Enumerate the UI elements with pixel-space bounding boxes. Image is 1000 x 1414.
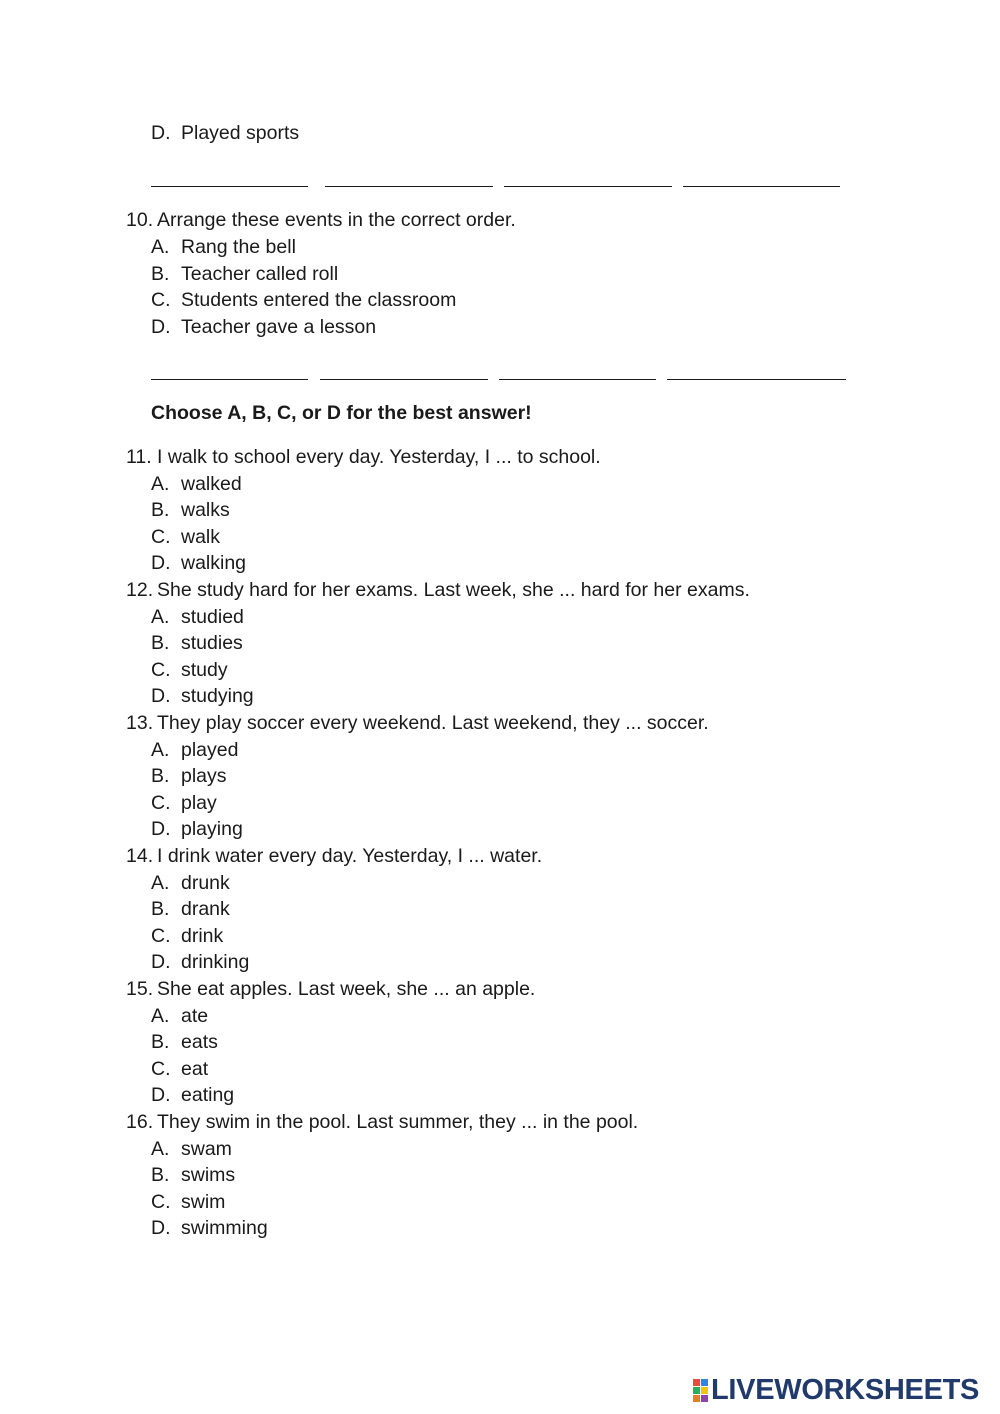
logo-mark-square xyxy=(701,1379,708,1386)
option-letter: A. xyxy=(151,739,170,761)
option-text: walk xyxy=(181,526,221,548)
answer-option[interactable] xyxy=(151,501,230,521)
question-text: I walk to school every day. Yesterday, I ... to school. xyxy=(157,446,601,468)
question-text: I drink water every day. Yesterday, I ... water. xyxy=(157,845,543,867)
option-text: Students entered the classroom xyxy=(181,289,457,311)
answer-option[interactable] xyxy=(151,927,223,947)
answer-option[interactable] xyxy=(151,1140,232,1160)
answer-option[interactable] xyxy=(151,1060,208,1080)
option-text: walks xyxy=(181,499,230,521)
answer-option[interactable] xyxy=(151,608,244,628)
logo-mark-square xyxy=(693,1395,700,1402)
option-letter: C. xyxy=(151,526,171,548)
option-letter: D. xyxy=(151,951,171,973)
question-text: They play soccer every weekend. Last weekend, they ... soccer. xyxy=(157,712,709,734)
q10-option-d xyxy=(151,318,376,338)
answer-blank[interactable] xyxy=(499,379,656,380)
answer-option[interactable] xyxy=(151,634,243,654)
option-letter: C. xyxy=(151,1058,171,1080)
option-text: eat xyxy=(181,1058,209,1080)
option-letter: A. xyxy=(151,872,170,894)
option-letter: C. xyxy=(151,1191,171,1213)
option-text: playing xyxy=(181,818,243,840)
option-text: swim xyxy=(181,1191,226,1213)
option-letter: C. xyxy=(151,792,171,814)
answer-option[interactable] xyxy=(151,953,249,973)
option-text: study xyxy=(181,659,228,681)
option-text: walking xyxy=(181,552,247,574)
option-text: drunk xyxy=(181,872,230,894)
option-letter: D. xyxy=(151,685,171,707)
option-letter: B. xyxy=(151,263,170,285)
option-letter: D. xyxy=(151,552,171,574)
answer-option[interactable] xyxy=(151,767,227,787)
answer-option[interactable] xyxy=(151,1033,218,1053)
option-text: Rang the bell xyxy=(181,236,296,258)
option-text: swims xyxy=(181,1164,236,1186)
option-text: walked xyxy=(181,473,242,495)
answer-option[interactable] xyxy=(151,475,242,495)
question-number: 15. xyxy=(126,978,154,1000)
option-letter: C. xyxy=(151,925,171,947)
question-text: They swim in the pool. Last summer, they ... in the pool. xyxy=(157,1111,639,1133)
option-text: played xyxy=(181,739,239,761)
option-text: studying xyxy=(181,685,254,707)
option-text: Teacher called roll xyxy=(181,263,339,285)
option-text: swimming xyxy=(181,1217,268,1239)
answer-option[interactable] xyxy=(151,820,243,840)
answer-blank[interactable] xyxy=(504,186,672,187)
answer-option[interactable] xyxy=(151,661,228,681)
question-text: She study hard for her exams. Last week, she ... hard for her exams. xyxy=(157,579,750,601)
answer-blank[interactable] xyxy=(151,379,308,380)
option-text: play xyxy=(181,792,217,814)
liveworksheets-logo-icon xyxy=(693,1379,708,1402)
question-text: Arrange these events in the correct order. xyxy=(157,209,516,231)
option-letter: B. xyxy=(151,632,170,654)
option-text: plays xyxy=(181,765,227,787)
option-letter: B. xyxy=(151,499,170,521)
logo-mark-square xyxy=(701,1395,708,1402)
answer-option[interactable] xyxy=(151,1219,268,1239)
option-text: Teacher gave a lesson xyxy=(181,316,377,338)
q10-option-b xyxy=(151,265,338,285)
option-letter: C. xyxy=(151,289,171,311)
option-letter: A. xyxy=(151,1138,170,1160)
option-text: ate xyxy=(181,1005,209,1027)
question-text: She eat apples. Last week, she ... an apple. xyxy=(157,978,536,1000)
answer-option[interactable] xyxy=(151,687,254,707)
logo-mark-square xyxy=(693,1387,700,1394)
option-text: studied xyxy=(181,606,244,628)
option-letter: A. xyxy=(151,236,170,258)
answer-option[interactable] xyxy=(151,741,238,761)
section-heading: Choose A, B, C, or D for the best answer! xyxy=(151,402,532,424)
option-text: Played sports xyxy=(181,122,300,144)
logo-text: LIVEWORKSHEETS xyxy=(711,1373,980,1406)
answer-option[interactable] xyxy=(151,1086,234,1106)
option-text: eats xyxy=(181,1031,218,1053)
option-letter: D. xyxy=(151,122,171,144)
answer-option[interactable] xyxy=(151,1193,225,1213)
question-number: 13. xyxy=(126,712,154,734)
answer-blank[interactable] xyxy=(683,186,840,187)
question-number: 10. xyxy=(126,209,154,231)
answer-option[interactable] xyxy=(151,1166,235,1186)
answer-blank[interactable] xyxy=(325,186,493,187)
option-text: drinking xyxy=(181,951,250,973)
q10-option-a xyxy=(151,238,296,258)
answer-blank[interactable] xyxy=(151,186,308,187)
answer-option[interactable] xyxy=(151,528,220,548)
answer-option[interactable] xyxy=(151,794,217,814)
answer-option[interactable] xyxy=(151,1007,208,1027)
option-letter: D. xyxy=(151,1217,171,1239)
option-text: drink xyxy=(181,925,224,947)
answer-blank[interactable] xyxy=(320,379,488,380)
q10-option-c xyxy=(151,291,456,311)
option-letter: D. xyxy=(151,818,171,840)
logo-mark-square xyxy=(701,1387,708,1394)
answer-blank[interactable] xyxy=(667,379,846,380)
liveworksheets-logo[interactable] xyxy=(693,1375,979,1405)
option-letter: D. xyxy=(151,316,171,338)
option-letter: B. xyxy=(151,1164,170,1186)
option-text: swam xyxy=(181,1138,232,1160)
option-letter: B. xyxy=(151,898,170,920)
option-text: studies xyxy=(181,632,243,654)
option-text: drank xyxy=(181,898,230,920)
answer-option[interactable] xyxy=(151,900,230,920)
option-letter: C. xyxy=(151,659,171,681)
answer-option[interactable] xyxy=(151,554,246,574)
q9-option-d xyxy=(151,124,299,144)
answer-option[interactable] xyxy=(151,874,230,894)
option-letter: B. xyxy=(151,1031,170,1053)
option-text: eating xyxy=(181,1084,235,1106)
option-letter: A. xyxy=(151,606,170,628)
question-number: 11. xyxy=(126,446,152,468)
question-number: 16. xyxy=(126,1111,154,1133)
logo-mark-square xyxy=(693,1379,700,1386)
option-letter: A. xyxy=(151,1005,170,1027)
option-letter: B. xyxy=(151,765,170,787)
question-number: 14. xyxy=(126,845,154,867)
option-letter: D. xyxy=(151,1084,171,1106)
option-letter: A. xyxy=(151,473,170,495)
question-number: 12. xyxy=(126,579,154,601)
